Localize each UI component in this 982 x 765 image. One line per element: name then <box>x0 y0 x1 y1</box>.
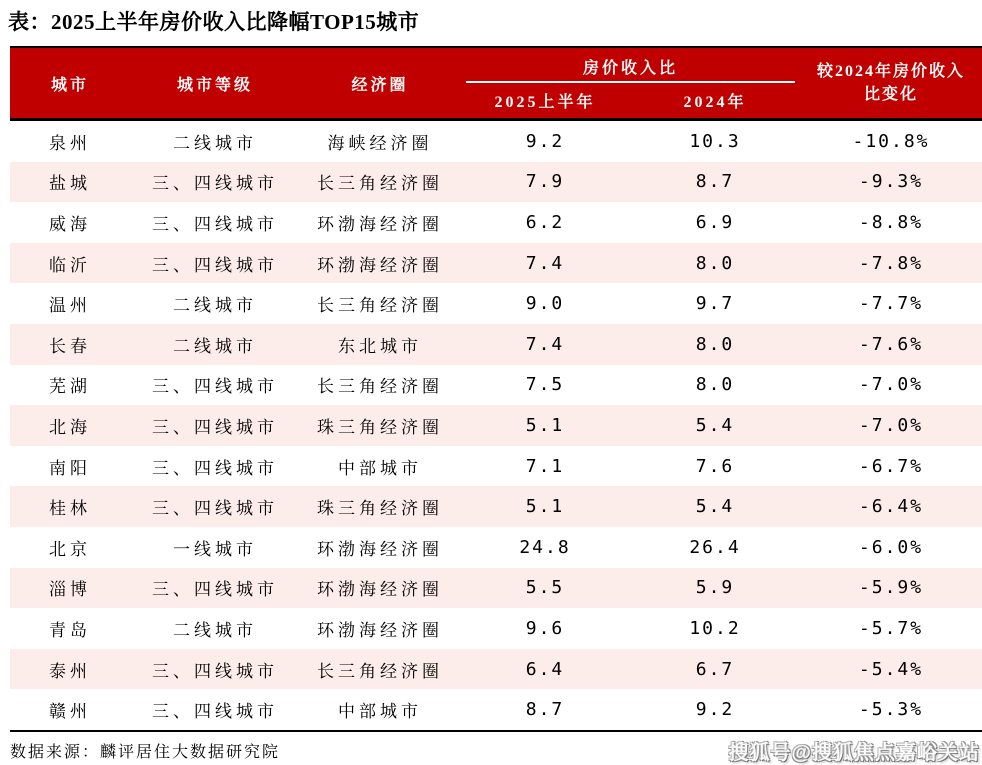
cell-city-tier: 三、四线城市 <box>152 702 278 722</box>
cell-change: -7.6% <box>858 333 924 355</box>
cell-change: -10.8% <box>852 130 930 152</box>
header-change-vs-2024 <box>800 48 982 118</box>
table-row <box>10 486 982 527</box>
cell-ratio-2024: 5.9 <box>695 577 735 599</box>
cell-city: 北海 <box>49 417 91 437</box>
table-row <box>10 365 982 406</box>
cell-change: -7.8% <box>858 252 924 274</box>
cell-city-tier: 三、四线城市 <box>152 255 278 275</box>
cell-economic-zone: 环渤海经济圈 <box>317 539 443 559</box>
table-row <box>10 202 982 243</box>
cell-change: -6.0% <box>858 536 924 558</box>
footer <box>10 736 980 765</box>
cell-city: 北京 <box>49 539 91 559</box>
table-row <box>10 446 982 487</box>
cell-city: 盐城 <box>49 174 91 194</box>
cell-ratio-2024: 7.6 <box>695 455 735 477</box>
cell-ratio-2024: 10.2 <box>689 617 741 639</box>
table-row <box>10 405 982 446</box>
cell-city-tier: 二线城市 <box>173 296 257 316</box>
cell-economic-zone: 长三角经济圈 <box>317 377 443 397</box>
cell-economic-zone: 珠三角经济圈 <box>317 417 443 437</box>
cell-city: 临沂 <box>49 255 91 275</box>
cell-ratio-2024: 9.2 <box>695 699 735 721</box>
cell-economic-zone: 环渤海经济圈 <box>317 620 443 640</box>
cell-ratio-2025h1: 5.1 <box>525 496 565 518</box>
cell-city-tier: 三、四线城市 <box>152 458 278 478</box>
cell-city-tier: 三、四线城市 <box>152 499 278 519</box>
cell-change: -5.9% <box>858 577 924 599</box>
cell-city-tier: 三、四线城市 <box>152 214 278 234</box>
cell-city: 泰州 <box>49 661 91 681</box>
cell-ratio-2025h1: 7.4 <box>525 252 565 274</box>
cell-change: -6.4% <box>858 496 924 518</box>
cell-city: 长春 <box>49 336 91 356</box>
cell-city-tier: 三、四线城市 <box>152 580 278 600</box>
cell-change: -5.4% <box>858 658 924 680</box>
price-income-ratio-table <box>10 46 982 732</box>
cell-ratio-2024: 8.0 <box>695 374 735 396</box>
cell-ratio-2025h1: 7.9 <box>525 171 565 193</box>
cell-city: 泉州 <box>49 133 91 153</box>
cell-change: -5.3% <box>858 699 924 721</box>
cell-change: -7.7% <box>858 293 924 315</box>
cell-ratio-2024: 8.7 <box>695 171 735 193</box>
cell-change: -6.7% <box>858 455 924 477</box>
cell-city-tier: 三、四线城市 <box>152 174 278 194</box>
cell-ratio-2025h1: 5.5 <box>525 577 565 599</box>
cell-city-tier: 一线城市 <box>173 539 257 559</box>
table-row <box>10 283 982 324</box>
cell-ratio-2024: 6.7 <box>695 658 735 680</box>
cell-city-tier: 二线城市 <box>173 133 257 153</box>
table-body <box>10 121 982 732</box>
cell-city: 芜湖 <box>49 377 91 397</box>
table-header <box>10 46 982 121</box>
table-row <box>10 568 982 609</box>
cell-change: -9.3% <box>858 171 924 193</box>
cell-change: -5.7% <box>858 617 924 639</box>
cell-economic-zone: 环渤海经济圈 <box>317 580 443 600</box>
cell-ratio-2024: 9.7 <box>695 293 735 315</box>
cell-ratio-2024: 5.4 <box>695 496 735 518</box>
header-economic-zone: 经济圈 <box>351 76 409 94</box>
cell-economic-zone: 东北城市 <box>338 336 422 356</box>
cell-ratio-2024: 5.4 <box>695 414 735 436</box>
cell-ratio-2024: 10.3 <box>689 130 741 152</box>
cell-ratio-2025h1: 5.1 <box>525 414 565 436</box>
cell-ratio-2024: 8.0 <box>695 252 735 274</box>
cell-city: 淄博 <box>49 580 91 600</box>
cell-ratio-2025h1: 9.6 <box>525 617 565 639</box>
table-row <box>10 608 982 649</box>
cell-economic-zone: 环渤海经济圈 <box>317 214 443 234</box>
cell-city: 赣州 <box>49 702 91 722</box>
cell-change: -7.0% <box>858 374 924 396</box>
cell-ratio-2025h1: 8.7 <box>525 699 565 721</box>
cell-ratio-2024: 6.9 <box>695 211 735 233</box>
cell-ratio-2025h1: 6.2 <box>525 211 565 233</box>
header-2025h1: 2025上半年 <box>494 94 596 111</box>
table-row <box>10 527 982 568</box>
cell-city-tier: 三、四线城市 <box>152 417 278 437</box>
header-city-tier: 城市等级 <box>176 76 253 94</box>
cell-ratio-2025h1: 7.1 <box>525 455 565 477</box>
cell-economic-zone: 海峡经济圈 <box>327 133 433 153</box>
table-row <box>10 121 982 162</box>
cell-economic-zone: 环渤海经济圈 <box>317 255 443 275</box>
cell-city: 温州 <box>49 296 91 316</box>
cell-ratio-2025h1: 7.5 <box>525 374 565 396</box>
cell-ratio-2025h1: 9.2 <box>525 130 565 152</box>
cell-economic-zone: 长三角经济圈 <box>317 296 443 316</box>
cell-city-tier: 二线城市 <box>173 620 257 640</box>
header-2024: 2024年 <box>683 94 747 111</box>
cell-ratio-2025h1: 9.0 <box>525 293 565 315</box>
cell-change: -8.8% <box>858 211 924 233</box>
cell-ratio-2025h1: 24.8 <box>519 536 571 558</box>
cell-city-tier: 二线城市 <box>173 336 257 356</box>
cell-city-tier: 三、四线城市 <box>152 661 278 681</box>
cell-economic-zone: 珠三角经济圈 <box>317 499 443 519</box>
cell-economic-zone: 长三角经济圈 <box>317 174 443 194</box>
cell-ratio-2024: 8.0 <box>695 333 735 355</box>
cell-city: 南阳 <box>49 458 91 478</box>
table-row <box>10 243 982 284</box>
cell-economic-zone: 中部城市 <box>338 458 422 478</box>
data-source-note: 数据来源：麟评居住大数据研究院 <box>10 744 281 761</box>
cell-city: 威海 <box>49 214 91 234</box>
cell-city-tier: 三、四线城市 <box>152 377 278 397</box>
cell-ratio-2025h1: 7.4 <box>525 333 565 355</box>
table-row <box>10 649 982 690</box>
header-change-text: 较2024年房价收入比变化 <box>816 62 965 103</box>
cell-economic-zone: 中部城市 <box>338 702 422 722</box>
cell-city: 青岛 <box>49 620 91 640</box>
cell-change: -7.0% <box>858 414 924 436</box>
table-row <box>10 162 982 203</box>
header-city: 城市 <box>50 76 89 94</box>
cell-city: 桂林 <box>49 499 91 519</box>
sohu-watermark: 搜狐号@搜狐焦点嘉峪关站 <box>728 742 980 764</box>
cell-ratio-2024: 26.4 <box>689 536 741 558</box>
header-ratio-group: 房价收入比 <box>466 48 795 83</box>
cell-ratio-2025h1: 6.4 <box>525 658 565 680</box>
table-row <box>10 324 982 365</box>
table-row <box>10 689 982 730</box>
page-title: 表：2025上半年房价收入比降幅TOP15城市 <box>8 10 420 34</box>
cell-economic-zone: 长三角经济圈 <box>317 661 443 681</box>
